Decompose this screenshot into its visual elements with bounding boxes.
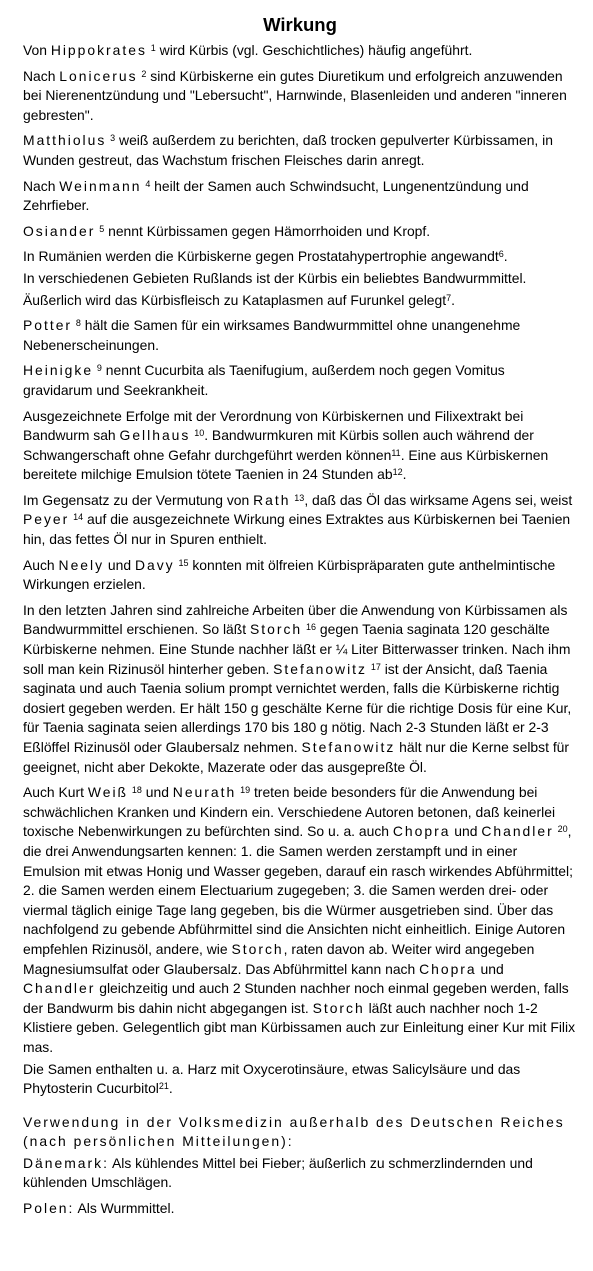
footnote-ref: 8 (75, 318, 81, 329)
text-run: nennt Cucurbita als Taenifugium, außerdem noch gegen Vomitus gravidarum und Seekrankheit. (23, 362, 505, 398)
text-run: Von (23, 42, 51, 58)
footnote-ref: 5 (99, 223, 105, 234)
paragraph (23, 247, 577, 267)
document-body (23, 41, 577, 1219)
paragraph (23, 177, 577, 216)
spaced-name: Chandler (481, 823, 554, 840)
footnote-ref: 16 (306, 622, 317, 633)
footnote-ref: 9 (96, 363, 102, 374)
text-run: läßt auch nachher noch 1-2 Klistiere geben. Gelegentlich gibt man Kürbissamen auch zur Einleitung einer Kur mit Filix mas. (23, 999, 576, 1055)
footnote-ref: 14 (73, 512, 84, 523)
paragraph (23, 361, 577, 400)
paragraph (23, 316, 577, 355)
text-run: heilt der Samen auch Schwindsucht, Lungenentzündung und Zehrfieber. (23, 177, 529, 214)
spaced-name: Gellhaus (119, 427, 191, 444)
text-run: und (450, 823, 482, 840)
footnote-ref: 2 (141, 68, 147, 79)
footnote-ref: 20 (557, 824, 568, 835)
text-run: auf die ausgezeichnete Wirkung eines Extraktes aus Kürbiskernen bei Taenien hin, das fettes Öl nur in Spuren enthielt. (23, 511, 571, 548)
spaced-name: Peyer (23, 511, 70, 528)
text-run: , raten davon ab. Weiter wird angegeben Magnesiumsulfat oder Glaubersalz. Das Abführmittel kann nach (23, 940, 535, 977)
text-run: hält nur die Kerne selbst für geeignet, nicht aber Dekokte, Mazerate oder das ausgepreßte Öl. (23, 739, 570, 775)
text-run: Äußerlich wird das Kürbisfleisch zu Kataplasmen auf Furunkel gelegt (23, 291, 447, 308)
text-run: Ausgezeichnete Erfolge mit der Verordnung von Kürbiskernen und Filixextrakt bei Bandwurm sah (23, 407, 524, 444)
spaced-name: Matthiolus (23, 132, 107, 149)
text-run: , daß das Öl das wirksame Agens sei, weist (304, 491, 573, 508)
paragraph (23, 1113, 577, 1152)
spaced-name: Potter (23, 317, 73, 334)
text-run: Auch Kurt (23, 784, 88, 801)
paragraph (23, 67, 577, 126)
paragraph (23, 1060, 577, 1099)
spaced-name: Lonicerus (59, 67, 138, 84)
text-run: treten beide besonders für die Anwendung bei schwächlichen Kranken und Kindern ein. Verschiedene Autoren betonen, daß keinerlei toxische Nebenwirkungen zu befürchten sind. So u. a. auch (23, 784, 556, 840)
text-run: In verschiedenen Gebieten Rußlands ist der Kürbis ein beliebtes Bandwurmmittel. (23, 269, 527, 286)
text-run: Als kühlendes Mittel bei Fieber; äußerlich zu schmerzlindernden und kühlenden Umschlägen. (23, 1154, 533, 1191)
spaced-name: Polen: (23, 1200, 75, 1217)
footnote-ref: 18 (131, 785, 142, 796)
paragraph (23, 269, 577, 289)
footnote-ref: 10 (194, 428, 205, 439)
paragraph (23, 1199, 577, 1219)
paragraph (23, 222, 577, 242)
text-run: Die Samen enthalten u. a. Harz mit Oxycerotinsäure, etwas Salicylsäure und das Phytosterin Cucurbitol (23, 1060, 521, 1097)
text-run: gegen Taenia saginata 120 geschälte Kürbiskerne nehmen. Eine Stunde nachher läßt er ¼ Liter Bitterwasser trinken. Nach ihm soll man kein Rizinusöl hinterher geben. (23, 621, 571, 677)
footnote-ref: 13 (294, 492, 305, 503)
text-run: , die drei Anwendungsarten kennen: 1. die Samen werden zerstampft und in einer Emulsion mit etwas Honig und Wasser gegeben, darauf ein rasch wirkendes Abführmittel; 2. die Samen werden einem Electuarium zugegeben; 3. die Samen werden drei- oder viermal täglich einige Tage lang gegeben, bis die Würmer ausgetrieben sind. Über das nachfolgend zu gebende Abführmittel sind die Ansichten nicht einheitlich. Einige Autoren empfehlen Rizinusöl, andere, wie (23, 823, 573, 957)
footnote-ref: 3 (110, 133, 116, 144)
spaced-name: Verwendung in der Volksmedizin außerhalb des Deutschen Reiches (nach persönlichen Mitteilungen): (23, 1113, 565, 1150)
paragraph (23, 291, 577, 311)
text-run: und (141, 784, 173, 801)
text-run: gleichzeitig und auch 2 Stunden nachher noch einmal gegeben werden, falls der Bandwurm bis dahin nicht abgegangen ist. (23, 980, 569, 1016)
spaced-name: Chandler (23, 980, 96, 997)
footnote-ref: 19 (240, 785, 251, 796)
text-run: und (476, 960, 504, 977)
spaced-name: Heinigke (23, 362, 94, 379)
paragraph (23, 131, 577, 170)
text-run: konnten mit ölfreien Kürbispräparaten gute anthelmintische Wirkungen erzielen. (23, 556, 556, 593)
text-run: Im Gegensatz zu der Vermutung von (23, 491, 254, 508)
footnote-ref: 15 (178, 557, 189, 568)
spaced-name: Dänemark: (23, 1154, 109, 1171)
text-run: . Bandwurmkuren mit Kürbis sollen auch während der Schwangerschaft ohne Gefahr durchgeführt werden können (23, 427, 534, 463)
footnote-ref: 21 (158, 1081, 169, 1092)
text-run: und (104, 556, 135, 573)
spaced-name: Chopra (392, 823, 451, 840)
footnote-ref: 1 (150, 43, 156, 53)
text-run: In den letzten Jahren sind zahlreiche Arbeiten über die Anwendung von Kürbissamen als Bandwurmmittel erschienen. So läßt (23, 601, 568, 638)
spaced-name: Osiander (23, 222, 96, 239)
paragraph (23, 41, 577, 61)
text-run: ist der Ansicht, daß Taenia saginata und auch Taenia solium prompt vernichtet werden, falls die Kürbiskerne richtig dosiert gegeben werden. Er hält 150 g geschälte Kerne für die richtige Dosis für eine Kur, für Taenia saginata seien allerdings 170 bis 180 g nötig. Nach 2-3 Stunden läßt er 2-3 Eßlöffel Rizinusöl oder Glaubersalz nehmen. (23, 660, 572, 755)
spaced-name: Stefanowitz (273, 660, 367, 677)
text-run: Als Wurmmittel. (74, 1200, 175, 1217)
text-run: . (451, 291, 455, 308)
text-run: In Rumänien werden die Kürbiskerne gegen Prostatahypertrophie angewandt (23, 248, 499, 265)
spaced-name: Davy (134, 556, 175, 573)
spaced-name: Neurath (172, 784, 237, 801)
text-run: Nach (23, 67, 60, 84)
spaced-name: Storch (249, 621, 303, 638)
spaced-name: Weinmann (59, 177, 142, 194)
section-heading: Wirkung (263, 14, 337, 35)
text-run: nennt Kürbissamen gegen Hämorrhoiden und Kropf. (104, 222, 431, 239)
footnote-ref: 11 (391, 447, 401, 458)
paragraph (23, 407, 577, 485)
spaced-name: Rath (253, 491, 291, 508)
spaced-name: Storch (312, 999, 365, 1016)
footnote-ref: 17 (370, 661, 381, 672)
text-run: . Eine aus Kürbiskernen bereitete milchige Emulsion tötete Taenien in 24 Stunden ab (23, 446, 549, 483)
paragraph (23, 783, 577, 1057)
text-run: . (168, 1080, 173, 1097)
text-run: wird Kürbis (vgl. Geschichtliches) häufig angeführt. (155, 42, 473, 58)
paragraph (23, 1154, 577, 1193)
footnote-ref: 12 (392, 467, 403, 478)
paragraph (23, 556, 577, 595)
text-run: . (402, 466, 407, 483)
spaced-name: Storch (231, 940, 284, 957)
text-run: sind Kürbiskerne ein gutes Diuretikum und erfolgreich anzuwenden bei Nierenentzündung und "Lebersucht", Harnwinde, Blasenleiden und anderen "inneren gebresten". (23, 67, 567, 123)
text-run: weiß außerdem zu berichten, daß trocken gepulverter Kürbissamen, in Wunden gestreut, das Wachstum frischen Fleisches darin anregt. (23, 132, 553, 168)
paragraph (23, 601, 577, 777)
text-run: Auch (23, 556, 59, 573)
footnote-ref: 6 (498, 249, 504, 260)
text-run: hält die Samen für ein wirksames Bandwurmmittel ohne unangenehme Nebenerscheinungen. (23, 317, 521, 353)
spaced-name: Stefanowitz (301, 739, 396, 755)
footnote-ref: 7 (446, 292, 452, 303)
paragraph (23, 491, 577, 550)
text-run: Nach (23, 177, 60, 194)
footnote-ref: 4 (145, 178, 151, 189)
spaced-name: Hippokrates (50, 42, 147, 58)
spaced-name: Weiß (87, 784, 129, 801)
spaced-name: Chopra (419, 960, 477, 977)
text-run: . (503, 248, 508, 265)
spaced-name: Neely (58, 556, 105, 573)
